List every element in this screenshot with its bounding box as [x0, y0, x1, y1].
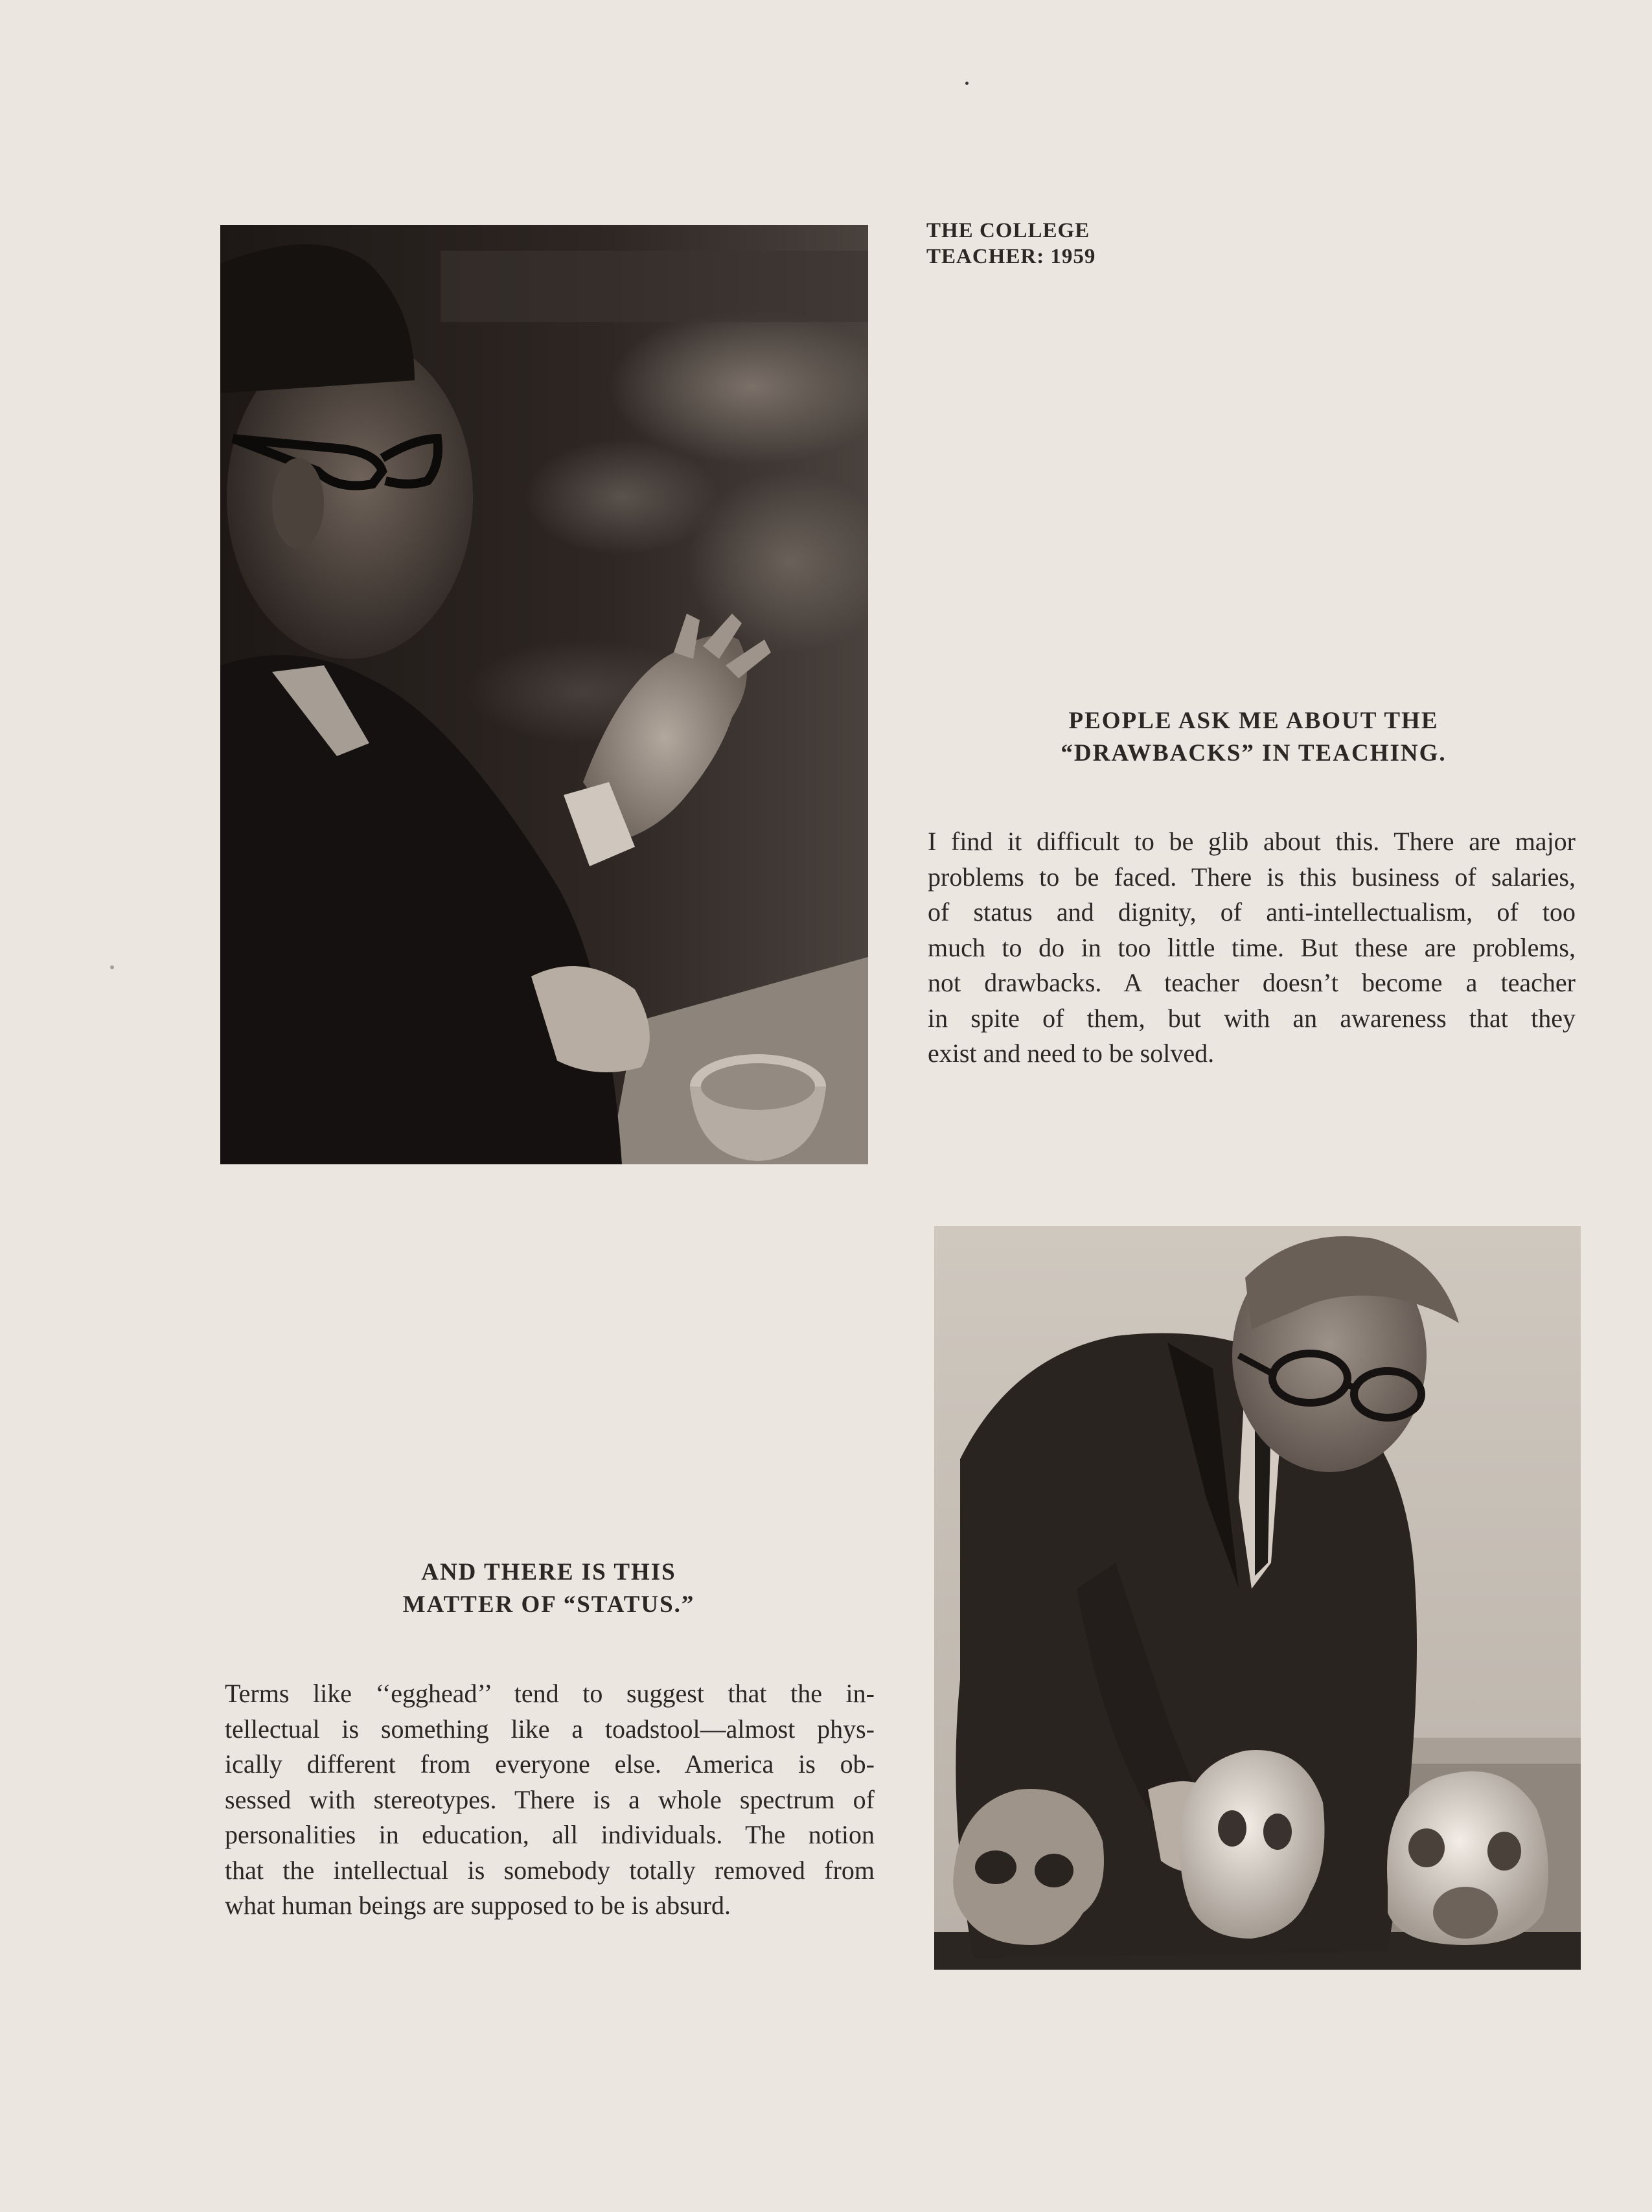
photo-teacher-gesturing-image: [220, 225, 868, 1164]
body-status-line: Terms like ‘‘egghead’’ tend to suggest that the in-: [225, 1679, 875, 1708]
heading-drawbacks: [926, 705, 1581, 770]
body-drawbacks-line: much to do in too little time. But these are problems,: [928, 932, 1576, 962]
body-status-line: that the intellectual is somebody totally removed from: [225, 1855, 875, 1885]
body-status: [225, 1676, 875, 1924]
photo-teacher-with-skulls-image: [934, 1226, 1581, 1970]
body-status-line: what human beings are supposed to be is absurd.: [225, 1891, 731, 1920]
body-status-line: sessed with stereotypes. There is a whole spectrum of: [225, 1784, 875, 1814]
body-drawbacks-line: I find it difficult to be glib about this. There are major: [928, 827, 1576, 856]
body-status-line: ically different from everyone else. America is ob-: [225, 1749, 875, 1779]
running-head: [926, 218, 1096, 270]
heading-status: [225, 1556, 873, 1621]
body-drawbacks: [928, 824, 1576, 1072]
body-status-line: personalities in education, all individuals. The notion: [225, 1820, 875, 1849]
heading-status-line-1: AND THERE IS THIS: [421, 1559, 676, 1585]
photo-teacher-with-skulls: [934, 1226, 1581, 1970]
running-head-line-2: TEACHER: 1959: [926, 245, 1096, 268]
heading-status-line-2: MATTER OF “STATUS.”: [402, 1591, 695, 1618]
body-drawbacks-line: of status and dignity, of anti-intellectualism, of too: [928, 897, 1576, 927]
heading-drawbacks-line-2: “DRAWBACKS” IN TEACHING.: [1061, 740, 1447, 766]
heading-drawbacks-line-1: PEOPLE ASK ME ABOUT THE: [1068, 708, 1439, 734]
body-drawbacks-line: problems to be faced. There is this business of salaries,: [928, 862, 1576, 892]
paper-speck: [965, 82, 969, 85]
photo-teacher-gesturing: [220, 225, 868, 1164]
running-head-line-1: THE COLLEGE: [926, 219, 1090, 242]
paper-speck: [110, 965, 114, 969]
body-status-line: tellectual is something like a toadstool—almost phys-: [225, 1714, 875, 1744]
body-drawbacks-line: not drawbacks. A teacher doesn’t become a teacher: [928, 968, 1576, 997]
body-drawbacks-line: in spite of them, but with an awareness that they: [928, 1003, 1576, 1033]
body-drawbacks-line: exist and need to be solved.: [928, 1039, 1215, 1068]
